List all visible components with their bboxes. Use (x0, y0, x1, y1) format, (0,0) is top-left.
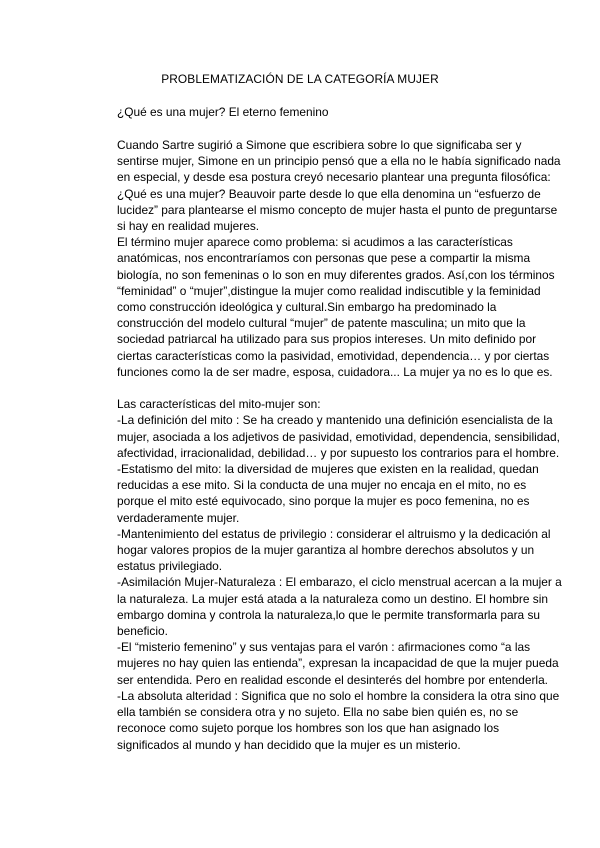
text-line: El término mujer aparece como problema: si acudimos a las características (117, 235, 513, 250)
text-line: embargo domina y controla la naturaleza,lo que le permite transformarla para su (117, 607, 541, 622)
text-line: mujeres no hay quien las entienda”, expresan la incapacidad de que la mujer pueda (117, 656, 559, 671)
text-line: -Asimilación Mujer-Naturaleza : El embarazo, el ciclo menstrual acercan a la mujer a (117, 575, 562, 590)
text-line: funciones como la de ser madre, esposa, cuidadora... La mujer ya no es lo que es. (117, 364, 553, 379)
list-item-estatismo (117, 461, 537, 526)
text-line: Cuando Sartre sugirió a Simone que escribiera sobre lo que significaba ser y (117, 138, 522, 152)
text-line: como construcción ideológica y cultural.Sin embargo ha predominado la (117, 300, 497, 315)
text-line: beneficio. (117, 624, 168, 639)
paragraph-2 (117, 234, 555, 380)
text-line: -La absoluta alteridad : Significa que no solo el hombre la considera la otra sino que (117, 688, 560, 703)
text-line: la naturaleza. La mujer está atada a la naturaleza como un destino. El hombre sin (117, 591, 548, 606)
list-intro: Las características del mito-mujer son: (117, 397, 321, 412)
text-line: si hay en realidad mujeres. (117, 219, 260, 234)
text-line: hogar valores propios de la mujer garantiza al hombre derechos absolutos y un (117, 543, 535, 558)
text-line: ¿Qué es una mujer? Beauvoir parte desde lo que ella denomina un “esfuerzo de (117, 186, 541, 201)
text-line: sociedad patriarcal ha utilizado para sus propios intereses. Un mito definido por (117, 332, 537, 347)
text-line: sentirse mujer, Simone en un principio pensó que a ella no le había significado nada (117, 154, 561, 169)
list-item-alteridad (117, 688, 560, 753)
paragraph-spacer (117, 380, 537, 396)
text-line: significados al mundo y han decidido que la mujer es un misterio. (117, 737, 461, 752)
text-line: -Estatismo del mito: la diversidad de mujeres que existen en la realidad, quedan (117, 462, 539, 477)
list-item-mantenimiento (117, 526, 551, 575)
list-item-misterio (117, 639, 559, 688)
text-line: reducidas a ese mito. Si la conducta de una mujer no encaja en el mito, no es (117, 478, 527, 493)
text-line: verdaderamente mujer. (117, 510, 240, 525)
list-item-asimilacion (117, 574, 562, 639)
text-line: anatómicas, nos encontraríamos con personas que pese a compartir la misma (117, 251, 531, 266)
text-line: ella también se considera otra y no sujeto. Ella no sabe bien quién es, no se (117, 705, 519, 720)
text-line: -El “misterio femenino” y sus ventajas para el varón : afirmaciones como “a las (117, 640, 531, 655)
text-line: afectividad, irracionalidad, debilidad… y por supuesto los contrarios para el hombre. (117, 445, 560, 460)
text-line: biología, no son femeninas o lo son en muy diferentes grados. Así,con los términos (117, 267, 555, 282)
document-body (117, 137, 562, 753)
text-line: construcción del modelo cultural “mujer” de patente masculina; un mito que la (117, 316, 526, 331)
text-line: ciertas características como la pasividad, emotividad, dependencia… y por ciertas (117, 348, 550, 363)
paragraph-1 (117, 137, 561, 234)
document-title: PROBLEMATIZACIÓN DE LA CATEGORÍA MUJER (161, 72, 439, 86)
list-item-definicion (117, 412, 560, 461)
document-subtitle: ¿Qué es una mujer? El eterno femenino (117, 105, 329, 119)
text-line: en especial, y desde esa postura creyó necesario plantear una pregunta filosófica: (117, 170, 551, 185)
text-line: porque el mito esté equivocado, sino porque la mujer es poco femenina, no es (117, 494, 530, 509)
text-line: -La definición del mito : Se ha creado y mantenido una definición esencialista de la (117, 413, 553, 428)
text-line: mujer, asociada a los adjetivos de pasividad, emotividad, dependencia, sensibilidad, (117, 429, 560, 444)
text-line: “feminidad” o “mujer”,distingue la mujer como realidad indiscutible y la feminidad (117, 283, 541, 298)
text-line: ser entendida. Pero en realidad esconde el desinterés del hombre por entenderla. (117, 672, 548, 687)
text-line: reconoce como sujeto porque los hombres son los que han asignado los (117, 721, 500, 736)
text-line: lucidez” para plantearse el mismo concepto de mujer hasta el punto de preguntarse (117, 202, 558, 217)
text-line: -Mantenimiento del estatus de privilegio : considerar el altruismo y la dedicación al (117, 526, 551, 541)
text-line: estatus privilegiado. (117, 559, 223, 574)
